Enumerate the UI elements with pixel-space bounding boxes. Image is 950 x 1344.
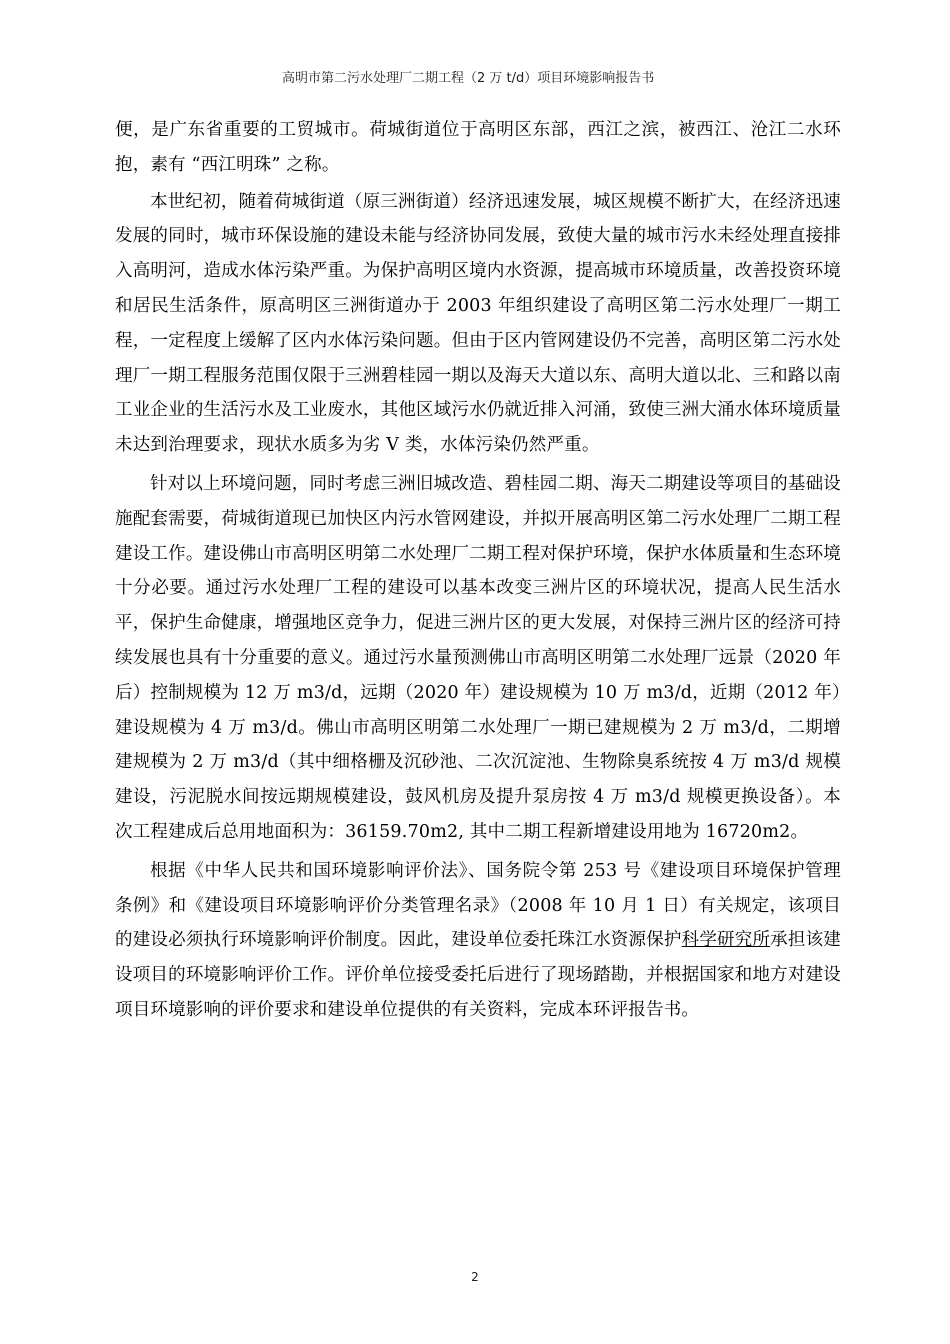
legal-basis-text-end: 承担该建设项目的环境影响评价工作。评价单位接受委托后进行了现场踏勘，并根据国家和地方对建设项目环境影响的评价要求和建设单位提供的有关资料，完成本环评报告书。: [115, 930, 841, 1020]
page-number: 2: [471, 1270, 479, 1284]
paragraph-background: 本世纪初，随着荷城街道（原三洲街道）经济迅速发展，城区规模不断扩大，在经济迅速发展的同时，城市环保设施的建设未能与经济协同发展，致使大量的城市污水未经处理直接排入高明河，造成水体污染严重。为保护高明区境内水资源，提高城市环境质量，改善投资环境和居民生活条件，原高明区三洲街道办于 2003 年组织建设了高明区第二污水处理厂一期工程，一定程度上缓解了区内水体污染问题。但由于区内管网建设仍不完善，高明区第二污水处理厂一期工程服务范围仅限于三洲碧桂园一期以及海天大道以东、高明大道以北、三和路以南工业企业的生活污水及工业废水，其他区域污水仍就近排入河涌，致使三洲大涌水体环境质量未达到治理要求，现状水质多为劣 V 类，水体污染仍然严重。: [115, 191, 841, 456]
institute-name-underlined: 科学研究所: [681, 930, 771, 951]
paragraph-legal-basis: [115, 854, 841, 1028]
document-body: [115, 113, 841, 1030]
page-header: 高明市第二污水处理厂二期工程（2 万 t/d）项目环境影响报告书: [282, 71, 655, 86]
legal-basis-text-start: 根据《中华人民共和国环境影响评价法》、国务院令第 253 号《建设项目环境保护管理条例》和《建设项目环境影响评价分类管理名录》（2008 年 10 月 1 日）有关规定，该项目的建设必须执行环境影响评价制度。因此，建设单位委托珠江水资源保护: [115, 860, 841, 951]
paragraph-continuation: 便，是广东省重要的工贸城市。荷城街道位于高明区东部，西江之滨，被西江、沧江二水环抱，素有 “西江明珠” 之称。: [115, 120, 841, 175]
paragraph-project-scope: 针对以上环境问题，同时考虑三洲旧城改造、碧桂园二期、海天二期建设等项目的基础设施配套需要，荷城街道现已加快区内污水管网建设，并拟开展高明区第二污水处理厂二期工程建设工作。建设佛山市高明区明第二水处理厂二期工程对保护环境，保护水体质量和生态环境十分必要。通过污水处理厂工程的建设可以基本改变三洲片区的环境状况，提高人民生活水平，保护生命健康，增强地区竞争力，促进三洲片区的更大发展，对保持三洲片区的经济可持续发展也具有十分重要的意义。通过污水量预测佛山市高明区明第二水处理厂远景（2020 年后）控制规模为 12 万 m3/d，远期（2020 年）建设规模为 10 万 m3/d，近期（2012 年）建设规模为 4 万 m3/d。佛山市高明区明第二水处理厂一期已建规模为 2 万 m3/d，二期增建规模为 2 万 m3/d（其中细格栅及沉砂池、二次沉淀池、生物除臭系统按 4 万 m3/d 规模建设，污泥脱水间按远期规模建设，鼓风机房及提升泵房按 4 万 m3/d 规模更换设备）。本次工程建成后总用地面积为：36159.70m2, 其中二期工程新增建设用地为 16720m2。: [115, 473, 841, 842]
